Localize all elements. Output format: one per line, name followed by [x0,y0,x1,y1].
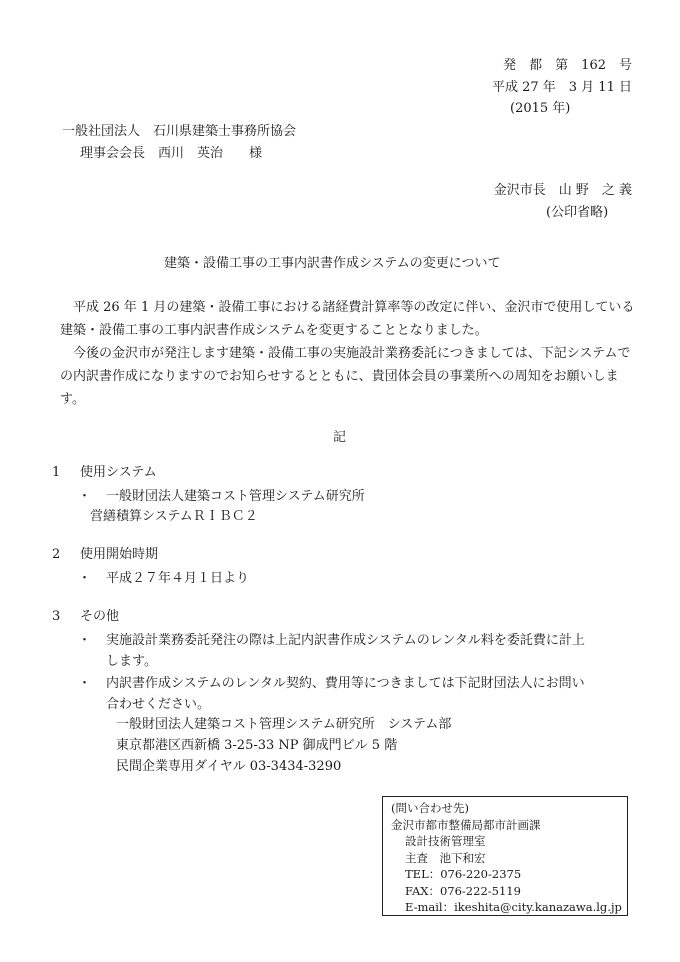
section-number: 2 [52,547,61,562]
body-paragraph-1: 平成 26 年 1 月の建築・設備工事における諸経費計算率等の改定に伴い、金沢市で使用している建築・設備工事の工事内訳書作成システムを変更することとなりました。 [60,300,635,338]
list-item-text: 実施設計業務委託発注の際は上記内訳書作成システムのレンタル料を委託費に計上します。 [106,633,585,669]
inquiry-email: E-mail：ikeshita@city.kanazawa.lg.jp [405,900,622,914]
inquiry-person: 主査 池下和宏 [405,850,486,865]
section-3-heading [52,607,119,627]
inquiry-office: 設計技術管理室 [405,834,486,848]
bullet-mark: ・ [78,676,92,691]
list-item-text: 平成２７年４月１日より [106,571,250,586]
section-2-heading [52,545,158,565]
seal-note: (公印省略) [546,205,609,220]
inquiry-fax: FAX：076-222-5119 [405,883,521,898]
contact-phone: 民間企業専用ダイヤル 03-3434-3290 [116,759,342,774]
section-number: 1 [52,465,61,480]
issue-date: 平成 27 年 3 月 11 日 [491,80,632,95]
bullet-mark: ・ [78,489,92,504]
inquiry-department: 金沢市都市整備局都市計画課 [391,817,541,832]
inquiry-box [382,796,628,916]
list-item [78,486,598,507]
sender-name: 金沢市長 山 野 之 義 [493,183,632,198]
section-1-heading [52,463,157,483]
list-item [78,630,588,672]
list-item [78,673,588,715]
section-title: その他 [80,609,120,624]
list-item [78,568,598,589]
ki-heading: 記 [333,430,347,445]
issue-date-western: (2015 年) [510,101,571,116]
body-text [60,296,635,411]
inquiry-heading: (問い合わせ先) [391,801,469,815]
contact-organization: 一般財団法人建築コスト管理システム研究所 システム部 [116,717,452,732]
contact-address: 東京都港区西新橋 3-25-33 NP 御成門ビル 5 階 [116,738,398,753]
list-item-text: 一般財団法人建築コスト管理システム研究所 [106,489,365,504]
list-item-text: 内訳書作成システムのレンタル契約、費用等につきましては下記財団法人にお問い合わせください。 [106,676,585,712]
addressee-organization: 一般社団法人 石川県建築士事務所協会 [62,124,297,139]
bullet-mark: ・ [78,633,92,648]
section-title: 使用システム [80,465,157,480]
list-item-continuation: 営繕積算システムＲＩＢＣ２ [90,509,258,524]
document-number: 発 都 第 162 号 [503,58,632,73]
inquiry-tel: TEL：076-220-2375 [405,867,522,881]
document-title: 建築・設備工事の工事内訳書作成システムの変更について [164,256,501,271]
section-title: 使用開始時期 [80,547,159,562]
addressee-person: 理事会会長 西川 英治 様 [80,146,263,161]
section-number: 3 [52,609,61,624]
bullet-mark: ・ [78,571,92,586]
body-paragraph-2: 今後の金沢市が発注します建築・設備工事の実施設計業務委託につきましては、下記システムでの内訳書作成になりますのでお知らせするとともに、貴団体会員の事業所への周知をお願いします。 [60,346,631,407]
